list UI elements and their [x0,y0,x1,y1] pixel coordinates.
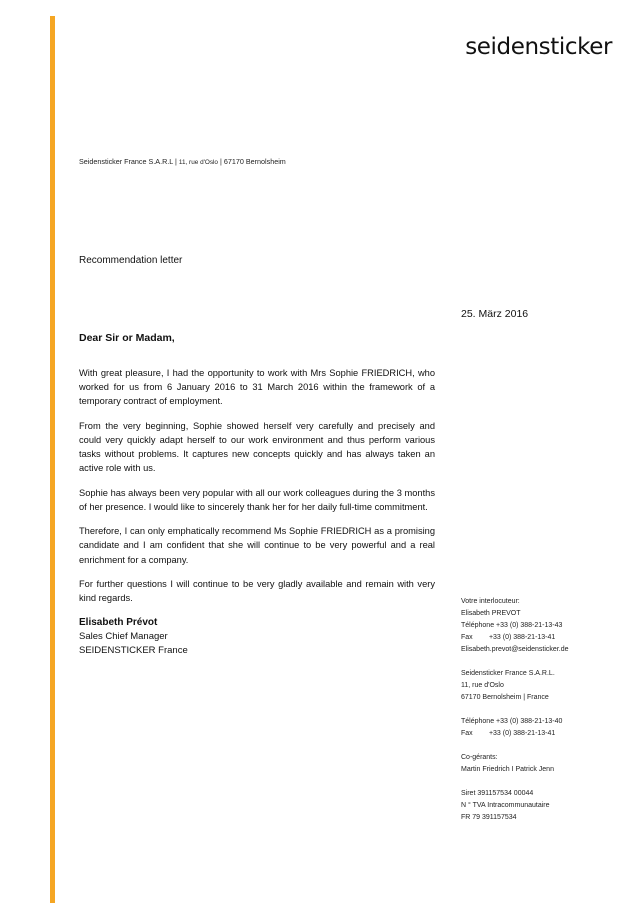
signatory-name: Elisabeth Prévot [79,616,158,628]
company-address-block [461,668,631,704]
sender-street: 11, rue d'Oslo [178,159,218,166]
vat-number: FR 79 391157534 [461,814,517,821]
siret-number: Siret 391157534 00044 [461,790,534,797]
contact-fax-number: +33 (0) 388-21-13-41 [488,634,556,641]
vat-label: N ° TVA Intracommunautaire [461,802,550,809]
salutation: Dear Sir or Madam, [79,332,175,344]
company-street: 11, rue d'Oslo [461,682,504,689]
company-phone [461,716,631,728]
sender-city: | 67170 Bernolsheim [220,157,286,166]
registration-block [461,788,631,824]
company-name: Seidensticker France S.A.R.L. [461,670,555,677]
managers-heading: Co-gérants: [461,754,498,761]
contact-email[interactable]: Elisabeth.prevot@seidensticker.de [461,646,569,653]
signature-block [79,616,435,658]
paragraph-3: Sophie has always been very popular with all our work colleagues during the 3 months of her presence. I would like to sincerely thank her for her daily full-time commitment. [79,487,435,512]
signatory-title: Sales Chief Manager [79,630,168,642]
signatory-company: SEIDENSTICKER France [79,645,188,656]
contact-phone-number: +33 (0) 388-21-13-43 [496,622,563,629]
contact-fax [461,632,631,644]
contact-name: Elisabeth PREVOT [461,610,521,617]
company-phone-label: Téléphone [461,718,495,725]
paragraph-5: For further questions I will continue to be very gladly available and remain with very kind regards. [79,579,435,604]
accent-bar [50,16,55,903]
company-city: 67170 Bernolsheim | France [461,694,549,701]
paragraph-2: From the very beginning, Sophie showed herself very carefully and precisely and could very quickly adapt herself to our work environment and thus perform various tasks without problems. It captures new concepts quickly and has always taken an active role with us. [79,420,435,474]
managers-names: Martin Friedrich I Patrick Jenn [461,766,554,773]
contact-phone [461,620,631,632]
contact-heading: Votre interlocuteur: [461,598,520,605]
company-fax-number: +33 (0) 388-21-13-41 [488,730,556,737]
contact-person-block [461,596,631,656]
contact-fax-label: Fax [461,634,473,641]
sender-address-line [79,157,286,166]
contact-phone-label: Téléphone [461,622,495,629]
paragraph-4: Therefore, I can only emphatically recommend Ms Sophie FRIEDRICH as a promising candidate and I am confident that she will continue to be very powerful and a real enrichment for a company. [79,526,435,565]
company-phone-block [461,716,631,740]
sender-company: Seidensticker France S.A.R.L | [79,157,177,166]
company-phone-number: +33 (0) 388-21-13-40 [496,718,563,725]
managers-block [461,752,631,776]
company-fax [461,728,631,740]
letter-date: 25. März 2016 [461,308,529,320]
company-logo: seidensticker [465,34,612,60]
company-fax-label: Fax [461,730,473,737]
letter-subject: Recommendation letter [79,255,183,266]
paragraph-1: With great pleasure, I had the opportunity to work with Mrs Sophie FRIEDRICH, who worked for us from 6 January 2016 to 31 March 2016 within the framework of a temporary contract of employment. [79,368,435,407]
contact-sidebar [461,596,631,836]
letter-body [79,366,435,658]
